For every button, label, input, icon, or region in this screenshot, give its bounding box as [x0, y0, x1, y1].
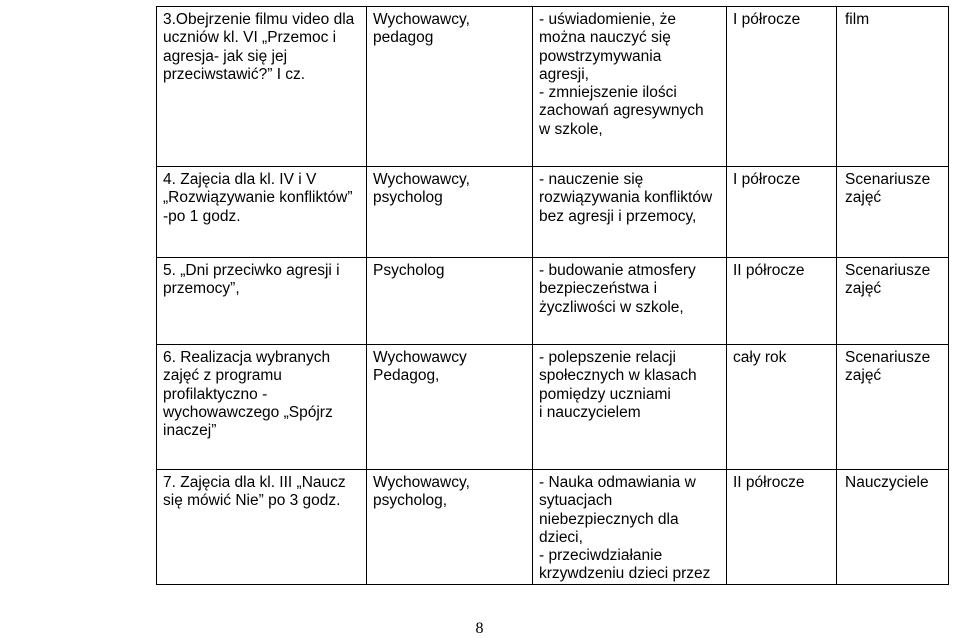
term-cell: cały rok — [727, 345, 837, 470]
topic-cell: 7. Zajęcia dla kl. III „Naucz się mówić Nie” po 3 godz. — [157, 470, 367, 585]
responsible-cell: Wychowawcy, psycholog, — [367, 470, 533, 585]
table-row — [157, 345, 949, 470]
goals-cell: - Nauka odmawiania w sytuacjach niebezpiecznych dla dzieci, - przeciwdziałanie krzywdzeniu dzieci przez — [533, 470, 727, 585]
term-cell: I półrocze — [727, 7, 837, 167]
goals-cell: - uświadomienie, że można nauczyć się powstrzymywania agresji, - zmniejszenie ilości zachowań agresywnych w szkole, — [533, 7, 727, 167]
page-number: 8 — [475, 620, 484, 637]
term-cell: I półrocze — [727, 167, 837, 258]
responsible-cell: Psycholog — [367, 258, 533, 345]
materials-cell: film — [837, 7, 949, 167]
responsible-cell: Wychowawcy, pedagog — [367, 7, 533, 167]
materials-cell: Scenariusze zajęć — [837, 345, 949, 470]
activities-table — [156, 6, 949, 585]
table-row — [157, 167, 949, 258]
materials-cell: Nauczyciele — [837, 470, 949, 585]
table-row — [157, 258, 949, 345]
responsible-cell: Wychowawcy, psycholog — [367, 167, 533, 258]
term-cell: II półrocze — [727, 470, 837, 585]
goals-cell: - polepszenie relacji społecznych w klasach pomiędzy uczniami i nauczycielem — [533, 345, 727, 470]
table-row — [157, 470, 949, 585]
materials-cell: Scenariusze zajęć — [837, 258, 949, 345]
term-cell: II półrocze — [727, 258, 837, 345]
topic-cell: 3.Obejrzenie filmu video dla uczniów kl. VI „Przemoc i agresja- jak się jej przeciwstawić?” I cz. — [157, 7, 367, 167]
goals-cell: - budowanie atmosfery bezpieczeństwa i życzliwości w szkole, — [533, 258, 727, 345]
topic-cell: 4. Zajęcia dla kl. IV i V „Rozwiązywanie konfliktów” -po 1 godz. — [157, 167, 367, 258]
goals-cell: - nauczenie się rozwiązywania konfliktów bez agresji i przemocy, — [533, 167, 727, 258]
responsible-cell: Wychowawcy Pedagog, — [367, 345, 533, 470]
topic-cell: 5. „Dni przeciwko agresji i przemocy”, — [157, 258, 367, 345]
materials-cell: Scenariusze zajęć — [837, 167, 949, 258]
topic-cell: 6. Realizacja wybranych zajęć z programu profilaktyczno - wychowawczego „Spójrz inaczej” — [157, 345, 367, 470]
table-row — [157, 7, 949, 167]
